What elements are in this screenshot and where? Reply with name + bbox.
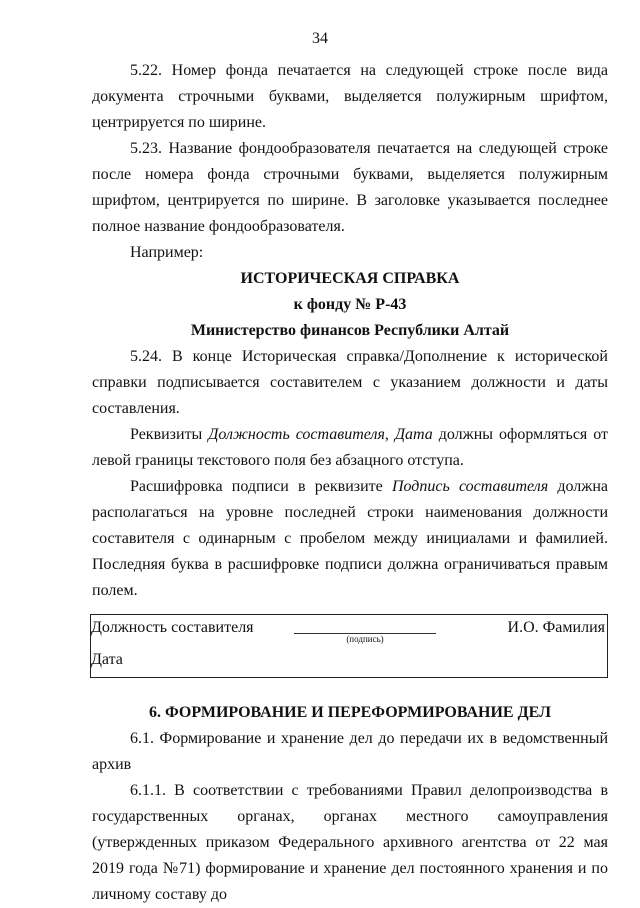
signature-caption: (подпись) [346,634,384,644]
rekvizity-end: должны оформляться от левой границы текстового поля без абзацного отступа. [92,426,609,469]
paragraph-5-22: 5.22. Номер фонда печатается на следующей строке после вида документа строчными буквами, выделяется полужирным шрифтом, центрируется по ширине. [92,62,608,131]
paragraph-rekvizity [92,422,608,474]
signature-name: И.О. Фамилия [507,619,605,636]
paragraph-5-24: 5.24. В конце Историческая справка/Дополнение к исторической справки подписывается составителем с указанием должности и даты составления. [92,348,608,417]
rekvizity-start: Реквизиты [130,426,209,443]
rasshifrovka-start: Расшифровка подписи в реквизите [130,478,392,495]
example-fund: к фонду № Р-43 [293,296,407,313]
rasshifrovka-italic: Подпись составителя [391,478,549,495]
signature-position: Должность составителя [91,619,254,636]
paragraph-6-1-1: 6.1.1. В соответствии с требованиями Правил делопроизводства в государственных органах, органах местного самоуправления (утвержденных приказом Федерального архивного агентства от 22 мая 2019 года №71) формирование и хранение дел постоянного хранения и по личному составу до [92,782,608,903]
example-title: ИСТОРИЧЕСКАЯ СПРАВКА [240,270,460,287]
signature-example-box [90,614,608,678]
rekvizity-italic-date: Дата [394,426,433,443]
signature-date: Дата [91,651,123,668]
example-label: Например: [130,244,204,261]
paragraph-rasshifrovka [92,474,608,604]
paragraph-6-1: 6.1. Формирование и хранение дел до передачи их в ведомственный архив [92,730,608,773]
paragraph-5-23: 5.23. Название фондообразователя печатается на следующей строке после номера фонда строчными буквами, выделяется полужирным шрифтом, центрируется по ширине. В заголовке указывается последнее полное название фондообразователя. [92,140,608,235]
example-org: Министерство финансов Республики Алтай [190,322,510,339]
section-heading: 6. ФОРМИРОВАНИЕ И ПЕРЕФОРМИРОВАНИЕ ДЕЛ [148,704,551,721]
rasshifrovka-end: должна располагаться на уровне последней строки наименования должности составителя с одинарным с пробелом между инициалами и фамилией. Последняя буква в расшифровке подписи должна ограничиваться правым полем. [92,478,608,599]
document-body [92,58,608,908]
rekvizity-italic-position: Должность составителя [208,426,385,443]
rekvizity-comma: , [384,426,395,443]
page-number: 34 [312,30,328,47]
